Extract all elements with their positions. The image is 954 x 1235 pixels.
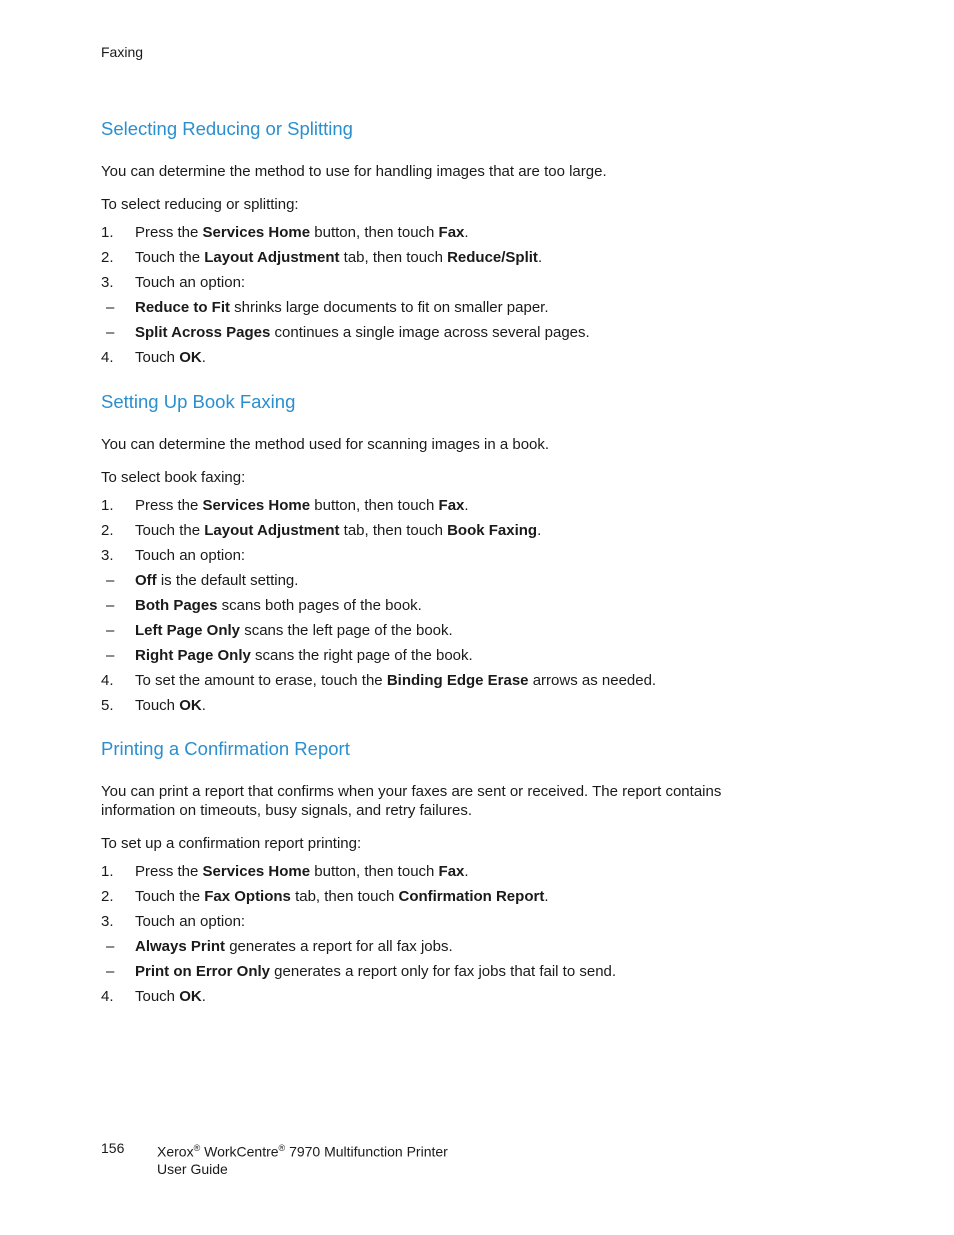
options-list <box>101 295 841 345</box>
section-reduce-split <box>101 118 841 370</box>
options-list <box>101 934 841 984</box>
steps-list <box>101 859 841 1009</box>
section-lead: To set up a confirmation report printing: <box>101 835 362 852</box>
step-item: 5. Touch OK. <box>101 697 206 714</box>
options-list <box>101 568 841 668</box>
option-item: – Both Pages scans both pages of the book. <box>106 597 422 614</box>
option-item: – Off is the default setting. <box>106 572 299 589</box>
section-title: Setting Up Book Faxing <box>101 391 296 412</box>
product-name: Xerox® WorkCentre® 7970 Multifunction Printer User Guide <box>157 1143 448 1177</box>
running-header: Faxing <box>101 44 144 60</box>
option-item: – Reduce to Fit shrinks large documents to fit on smaller paper. <box>106 299 549 316</box>
option-item: – Left Page Only scans the left page of the book. <box>106 622 453 639</box>
step-item: 3. Touch an option: – Off is the default setting. – Both Pages scans both pages of the book. – Left Page Only scans the left page of the book. – Right Page Only scans the right page of the book. <box>101 543 841 668</box>
section-intro: You can determine the method to use for handling images that are too large. <box>101 163 607 180</box>
section-book-faxing <box>101 391 841 718</box>
step-item: 1. Press the Services Home button, then touch Fax. <box>101 863 469 880</box>
option-item: – Print on Error Only generates a report only for fax jobs that fail to send. <box>106 963 617 980</box>
page-number: 156 <box>101 1140 125 1156</box>
step-item: 3. Touch an option: – Reduce to Fit shrinks large documents to fit on smaller paper. – Split Across Pages continues a single image across several pages. <box>101 270 841 345</box>
step-item: 3. Touch an option: – Always Print generates a report for all fax jobs. – Print on Error Only generates a report only for fax jobs that fail to send. <box>101 909 841 984</box>
option-item: – Right Page Only scans the right page of the book. <box>106 647 473 664</box>
option-item: – Split Across Pages continues a single image across several pages. <box>106 324 590 341</box>
step-item: 1. Press the Services Home button, then touch Fax. <box>101 224 469 241</box>
section-lead: To select book faxing: <box>101 469 246 486</box>
step-item: 2. Touch the Layout Adjustment tab, then touch Book Faxing. <box>101 522 542 539</box>
step-item: 1. Press the Services Home button, then touch Fax. <box>101 497 469 514</box>
section-intro: You can determine the method used for scanning images in a book. <box>101 436 550 453</box>
section-lead: To select reducing or splitting: <box>101 196 299 213</box>
step-item: 4. Touch OK. <box>101 349 206 366</box>
section-title: Printing a Confirmation Report <box>101 738 350 759</box>
step-item: 4. To set the amount to erase, touch the Binding Edge Erase arrows as needed. <box>101 672 657 689</box>
option-item: – Always Print generates a report for all fax jobs. <box>106 938 453 955</box>
steps-list <box>101 493 841 718</box>
step-item: 2. Touch the Layout Adjustment tab, then touch Reduce/Split. <box>101 249 543 266</box>
section-title: Selecting Reducing or Splitting <box>101 118 353 139</box>
steps-list <box>101 220 841 370</box>
step-item: 2. Touch the Fax Options tab, then touch Confirmation Report. <box>101 888 549 905</box>
section-confirmation-report <box>101 738 841 1009</box>
step-item: 4. Touch OK. <box>101 988 206 1005</box>
guide-label: User Guide <box>157 1160 228 1177</box>
section-intro: You can print a report that confirms when your faxes are sent or received. The report contains information on timeouts, busy signals, and retry failures. <box>101 783 722 819</box>
